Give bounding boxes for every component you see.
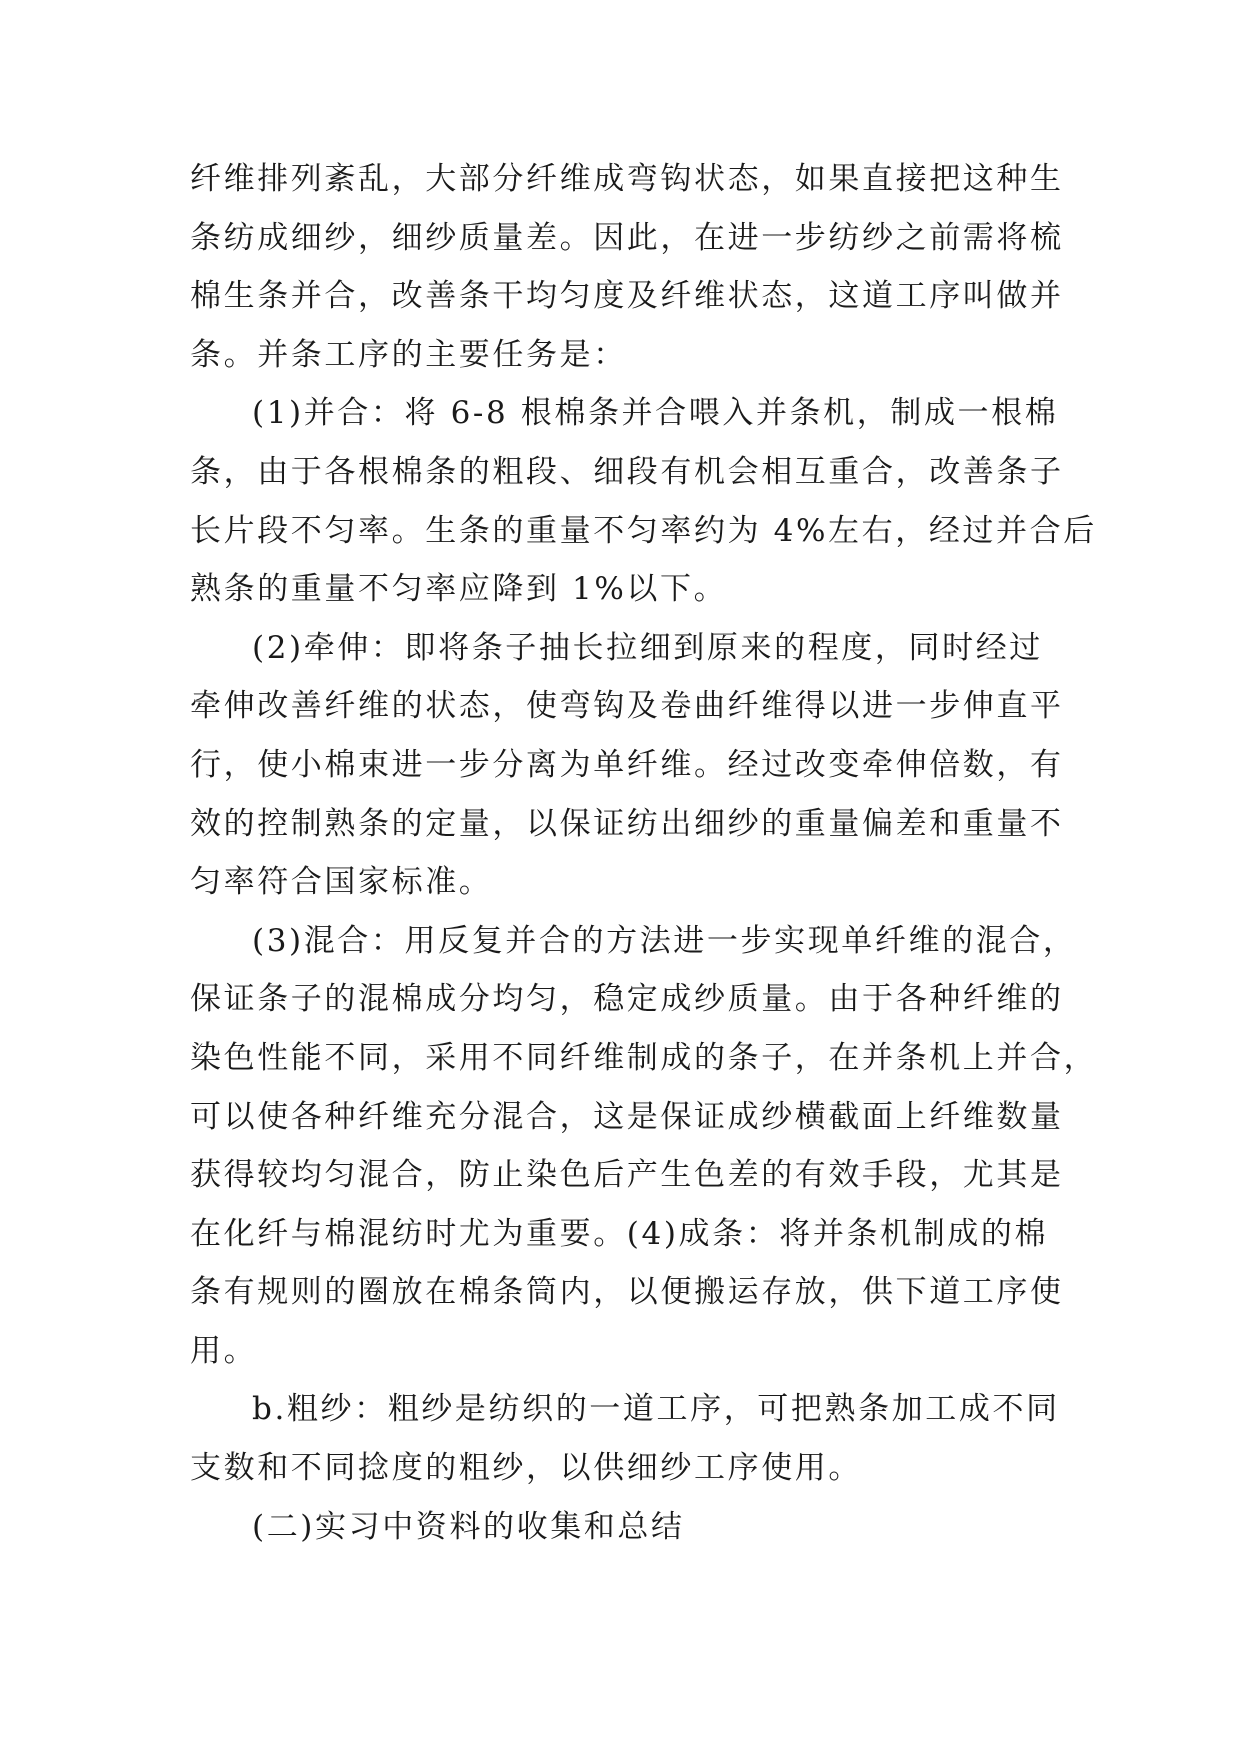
text-line: 效的控制熟条的定量，以保证纺出细纱的重量偏差和重量不 (190, 805, 1064, 842)
text-line: 在化纤与棉混纺时尤为重要。(4)成条：将并条机制成的棉 (190, 1215, 1049, 1252)
paragraph-drafting (190, 619, 1064, 912)
text-line: 行，使小棉束进一步分离为单纤维。经过改变牵伸倍数，有 (190, 746, 1064, 783)
document-page (190, 150, 1098, 1556)
text-line: 匀率符合国家标准。 (190, 864, 493, 901)
text-line: 保证条子的混棉成分均匀，稳定成纱质量。由于各种纤维的 (190, 981, 1064, 1018)
text-line: 染色性能不同，采用不同纤维制成的条子，在并条机上并合， (190, 1039, 1098, 1076)
text-line: 条纺成细纱，细纱质量差。因此，在进一步纺纱之前需将梳 (190, 219, 1064, 256)
text-line: 条有规则的圈放在棉条筒内，以便搬运存放，供下道工序使 (190, 1274, 1064, 1311)
text-line: 棉生条并合，改善条干均匀度及纤维状态，这道工序叫做并 (190, 278, 1064, 315)
text-line: 用。 (190, 1332, 258, 1369)
text-line: 条。并条工序的主要任务是： (190, 336, 627, 373)
text-line: (二)实习中资料的收集和总结 (252, 1508, 685, 1545)
text-line: 可以使各种纤维充分混合，这是保证成纱横截面上纤维数量 (190, 1098, 1064, 1135)
text-line: 支数和不同捻度的粗纱，以供细纱工序使用。 (190, 1450, 862, 1487)
text-line: 熟条的重量不匀率应降到 1%以下。 (190, 571, 728, 608)
paragraph-roving (190, 1380, 1060, 1497)
text-line: (3)混合：用反复并合的方法进一步实现单纤维的混合， (252, 922, 1077, 959)
paragraph-blending (190, 912, 1098, 1381)
paragraph-intro (190, 150, 1064, 384)
text-line: 获得较均匀混合，防止染色后产生色差的有效手段，尤其是 (190, 1157, 1064, 1194)
text-line: 长片段不匀率。生条的重量不匀率约为 4%左右，经过并合后 (190, 512, 1097, 549)
text-line: (2)牵伸：即将条子抽长拉细到原来的程度，同时经过 (252, 629, 1043, 666)
section-heading (190, 1498, 1054, 1557)
paragraph-combining (190, 384, 1097, 618)
text-line: 牵伸改善纤维的状态，使弯钩及卷曲纤维得以进一步伸直平 (190, 688, 1064, 725)
text-line: b.粗纱：粗纱是纺织的一道工序，可把熟条加工成不同 (252, 1391, 1060, 1428)
text-line: 条，由于各根棉条的粗段、细段有机会相互重合，改善条子 (190, 453, 1064, 490)
text-line: 纤维排列紊乱，大部分纤维成弯钩状态，如果直接把这种生 (190, 161, 1064, 197)
text-line: (1)并合：将 6-8 根棉条并合喂入并条机，制成一根棉 (252, 395, 1059, 432)
